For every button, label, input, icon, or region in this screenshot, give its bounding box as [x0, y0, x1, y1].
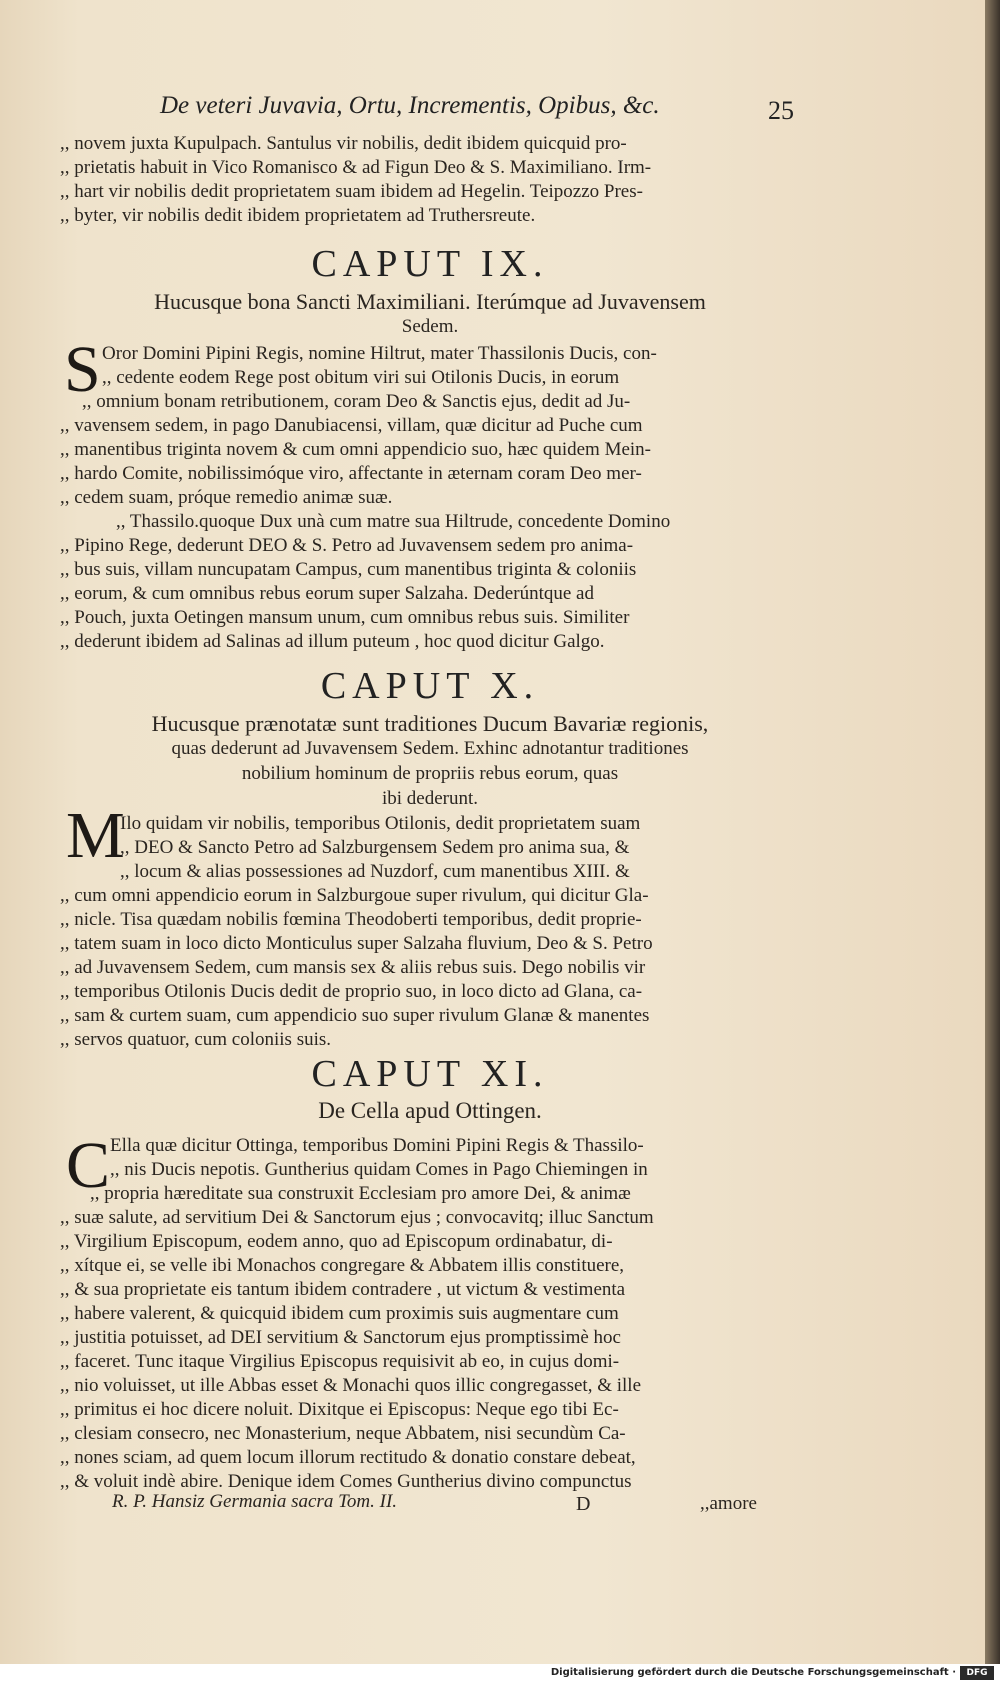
text-line: ,, Pipino Rege, dederunt DEO & S. Petro ad Juvavensem sedem pro anima- — [60, 535, 634, 556]
text-line: ,, cum omni appendicio eorum in Salzburgoue super rivulum, qui dicitur Gla- — [60, 885, 649, 906]
text-line: ,, nicle. Tisa quædam nobilis fœmina Theodoberti temporibus, dedit proprie- — [60, 909, 642, 930]
text-line: ,, omnium bonam retributionem, coram Deo & Sanctis ejus, dedit ad Ju- — [82, 391, 631, 412]
chapter-heading-11: CAPUT XI. — [311, 1053, 549, 1095]
text-line: ,, Virgilium Episcopum, eodem anno, quo ad Episcopum ordinabatur, di- — [60, 1231, 613, 1252]
text-block-caput10 — [60, 812, 800, 1052]
text-line: ,, manentibus triginta novem & cum omni appendicio suo, hæc quidem Mein- — [60, 439, 652, 460]
text-line: ,, eorum, & cum omnibus rebus eorum super Salzaha. Dederúntque ad — [60, 583, 594, 604]
text-line: ,, primitus ei hoc dicere noluit. Dixitque ei Episcopus: Neque ego tibi Ec- — [60, 1399, 619, 1420]
text-line: ,, vavensem sedem, in pago Danubiacensi, villam, quæ dicitur ad Puche cum — [60, 415, 643, 436]
text-line: ,, cedente eodem Rege post obitum viri sui Otilonis Ducis, in eorum — [102, 367, 620, 388]
text-line: ,, cedem suam, próque remedio animæ suæ. — [60, 487, 393, 508]
page-number: 25 — [768, 96, 794, 125]
text-line: ,, temporibus Otilonis Ducis dedit de proprio suo, in loco dicto ad Glana, ca- — [60, 981, 643, 1002]
text-line: ,, hardo Comite, nobilissimóque viro, affectante in æternam coram Deo mer- — [60, 463, 642, 484]
text-line: ,, Pouch, juxta Oetingen mansum unum, cum omnibus rebus suis. Similiter — [60, 607, 630, 628]
dfg-logo: DFG — [960, 1666, 994, 1680]
text-line: ,, & sua proprietate eis tantum ibidem contradere , ut victum & vestimenta — [60, 1279, 626, 1300]
text-line: ,, propria hæreditate sua construxit Ecclesiam pro amore Dei, & animæ — [90, 1183, 631, 1204]
text-line: ,, hart vir nobilis dedit proprietatem suam ibidem ad Hegelin. Teipozzo Pres- — [60, 181, 643, 202]
chapter-subtitle-9 — [60, 289, 800, 339]
catchword: ,,amore — [700, 1493, 757, 1514]
text-block-caput9 — [60, 333, 800, 654]
text-line: ,, byter, vir nobilis dedit ibidem proprietatem ad Truthersreute. — [60, 205, 536, 226]
text-line: ,, nis Ducis nepotis. Guntherius quidam Comes in Pago Chiemingen in — [110, 1159, 648, 1180]
chapter-subtitle-11: De Cella apud Ottingen. — [318, 1098, 542, 1123]
text-line: ,, ad Juvavensem Sedem, cum mansis sex & aliis rebus suis. Dego nobilis vir — [60, 957, 646, 978]
text-line: ,, xítque ei, se velle ibi Monachos congregare & Abbatem illis constituere, — [60, 1255, 625, 1276]
chapter-subtitle-line: Hucusque bona Sancti Maximiliani. Iterúmque ad Juvavensem — [154, 289, 706, 314]
chapter-subtitle-line: Hucusque prænotatæ sunt traditiones Ducum Bavariæ regionis, — [151, 711, 709, 736]
text-block-caput11 — [60, 1129, 800, 1494]
text-line: ,, dederunt ibidem ad Salinas ad illum puteum , hoc quod dicitur Galgo. — [60, 631, 605, 652]
text-line: ,, prietatis habuit in Vico Romanisco & ad Figun Deo & S. Maximiliano. Irm- — [60, 157, 652, 178]
page-edge — [985, 0, 1000, 1684]
text-line: ,, faceret. Tunc itaque Virgilius Episcopus requisivit ab eo, in cujus domi- — [60, 1351, 620, 1372]
text-line: ,, sam & curtem suam, cum appendicio suo super rivulum Glanæ & manentes — [60, 1005, 650, 1026]
running-title: De veteri Juvavia, Ortu, Incrementis, Opibus, &c. — [160, 92, 660, 119]
text-line: ,, locum & alias possessiones ad Nuzdorf, cum manentibus XIII. & — [120, 861, 630, 882]
chapter-subtitle-line: Sedem. — [401, 316, 459, 337]
chapter-heading-10: CAPUT X. — [320, 665, 540, 707]
drop-cap: S — [64, 333, 101, 406]
text-line: ,, justitia potuisset, ad DEI servitium & Sanctorum ejus promptissimè hoc — [60, 1327, 621, 1348]
drop-cap: M — [66, 799, 125, 872]
text-line: ,, nio voluisset, ut ille Abbas esset & Monachi quos illic congregasset, & ille — [60, 1375, 642, 1396]
chapter-subtitle-10 — [60, 711, 800, 811]
drop-cap: C — [66, 1129, 111, 1202]
chapter-subtitle-line: nobilium hominum de propriis rebus eorum, quas — [241, 763, 619, 784]
text-line: ,, clesiam consecro, nec Monasterium, neque Abbatem, nisi secundùm Ca- — [60, 1423, 626, 1444]
footnote: R. P. Hansiz Germania sacra Tom. II. — [112, 1491, 398, 1512]
signature-mark: D — [576, 1493, 591, 1515]
text-line: ,, & voluit indè abire. Denique idem Comes Guntherius divino compunctus — [60, 1471, 632, 1492]
text-line: ,, nones sciam, ad quem locum illorum rectitudo & donatio constare debeat, — [60, 1447, 636, 1468]
text-line: ,, DEO & Sancto Petro ad Salzburgensem Sedem pro anima sua, & — [120, 837, 630, 858]
chapter-subtitle-line: quas dederunt ad Juvavensem Sedem. Exhinc adnotantur traditiones — [171, 738, 689, 759]
text-line: Ella quæ dicitur Ottinga, temporibus Domini Pipini Regis & Thassilo- — [110, 1135, 644, 1156]
chapter-heading-9: CAPUT IX. — [311, 243, 549, 285]
chapter-subtitle-line: ibi dederunt. — [381, 788, 479, 809]
text-block-intro — [60, 132, 800, 228]
text-line: ,, novem juxta Kupulpach. Santulus vir nobilis, dedit ibidem quicquid pro- — [60, 133, 627, 154]
text-line: Oror Domini Pipini Regis, nomine Hiltrut, mater Thassilonis Ducis, con- — [102, 343, 657, 364]
scan-credit: Digitalisierung gefördert durch die Deutsche Forschungsgemeinschaft · — [550, 1667, 956, 1678]
text-line: ,, tatem suam in loco dicto Monticulus super Salzaha fluvium, Deo & S. Petro — [60, 933, 653, 954]
text-line: ,, bus suis, villam nuncupatam Campus, cum manentibus triginta & coloniis — [60, 559, 637, 580]
text-line: ,, Thassilo.quoque Dux unà cum matre sua Hiltrude, concedente Domino — [116, 511, 671, 532]
text-line: ,, suæ salute, ad servitium Dei & Sanctorum ejus ; convocavitq; illuc Sanctum — [60, 1207, 654, 1228]
text-line: ,, habere valerent, & quicquid ibidem cum proximis suis augmentare cum — [60, 1303, 619, 1324]
text-line: Ilo quidam vir nobilis, temporibus Otilonis, dedit proprietatem suam — [120, 813, 641, 834]
text-line: ,, servos quatuor, cum coloniis suis. — [60, 1029, 332, 1050]
